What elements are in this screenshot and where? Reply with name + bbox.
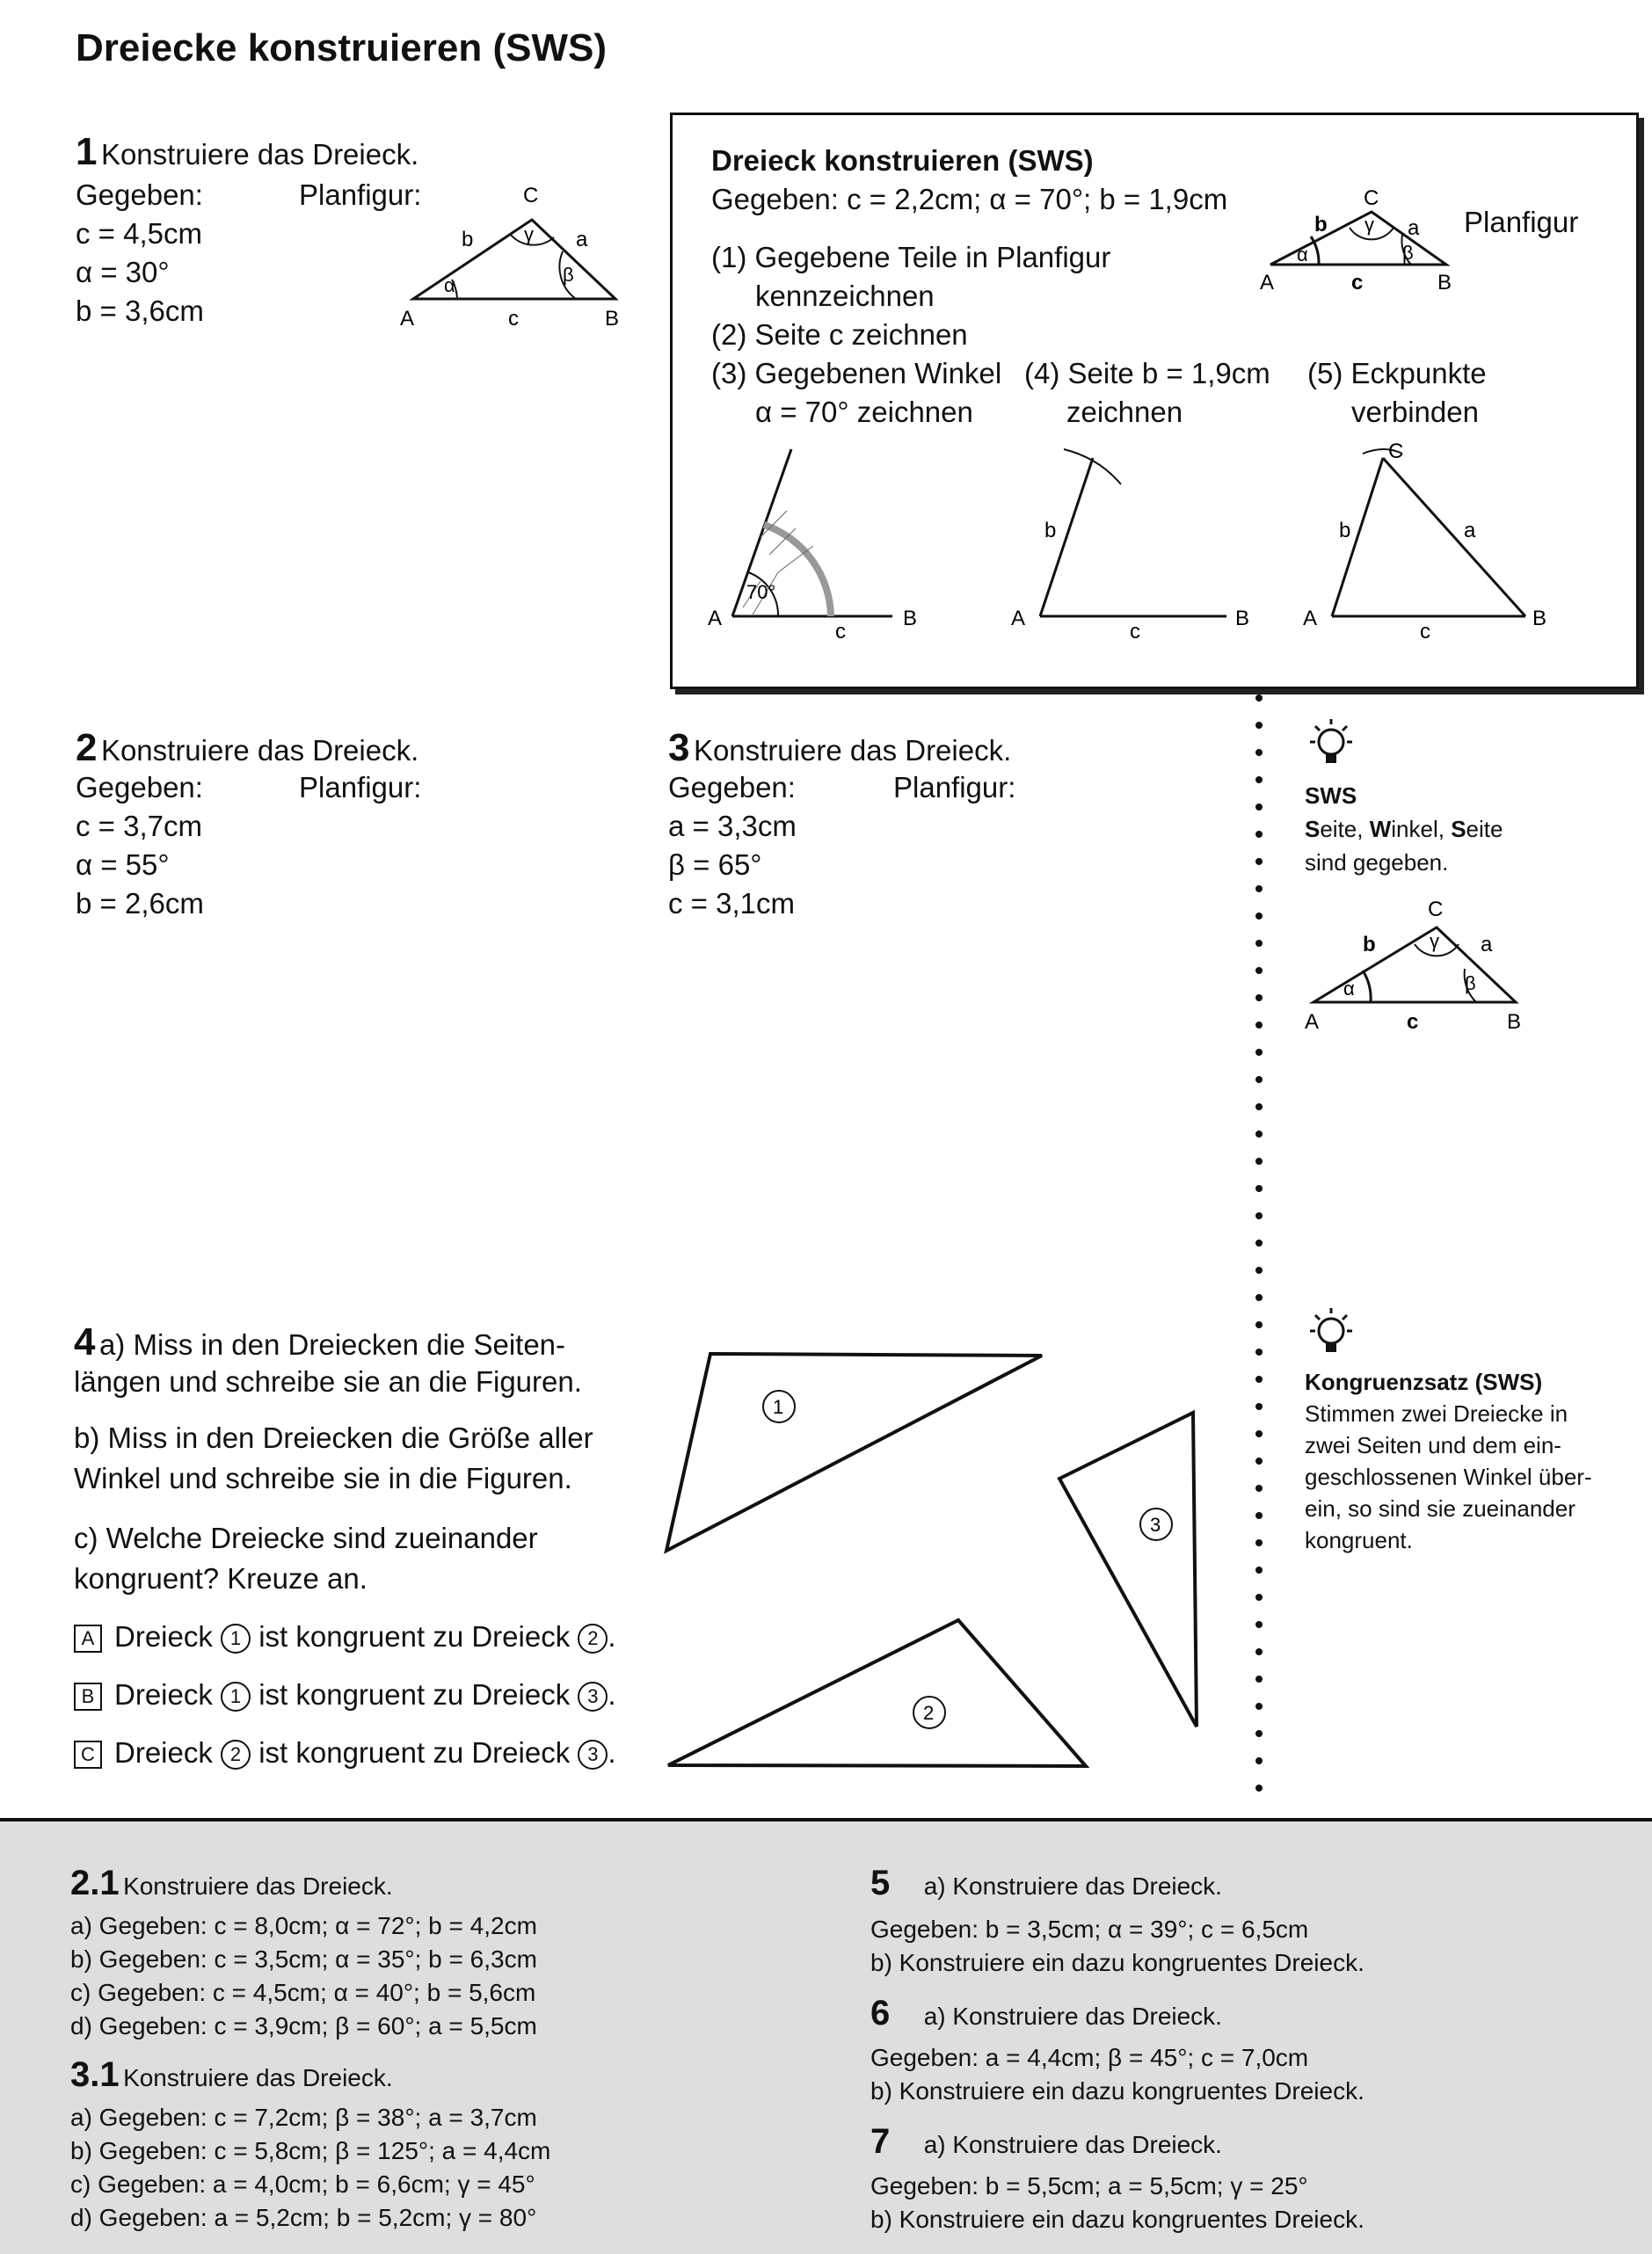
- divider-dot: [1255, 858, 1263, 865]
- checkbox[interactable]: C: [74, 1741, 102, 1769]
- triangle-2: [668, 1620, 1086, 1766]
- exercise-1: [76, 130, 418, 174]
- exercise-task: Konstruiere das Dreieck.: [100, 734, 419, 767]
- divider-dot: [1255, 1703, 1263, 1710]
- given-value: b = 3,6cm: [76, 294, 204, 327]
- tip-heading: Kongruenzsatz (SWS): [1305, 1369, 1543, 1395]
- vertex-label: B: [1507, 1010, 1522, 1034]
- practice-line: b) Gegeben: c = 5,8cm; β = 125°; a = 4,4cm: [70, 2137, 551, 2164]
- exercise-2: [76, 726, 418, 770]
- exercise-task: Konstruiere das Dreieck.: [123, 2064, 393, 2091]
- tip-heading: SWS: [1305, 782, 1357, 809]
- box-step: (3) Gegebenen Winkel: [711, 357, 1002, 389]
- divider-dot: [1255, 1267, 1263, 1274]
- option-c[interactable]: C Dreieck 2 ist kongruent zu Dreieck 3 .: [74, 1734, 616, 1772]
- given-label: Gegeben:: [76, 178, 203, 211]
- number-circle: 2: [578, 1624, 608, 1654]
- divider-dot: [1255, 749, 1263, 756]
- box-plan-label: Planfigur: [1464, 206, 1579, 238]
- divider-dot: [1255, 1376, 1263, 1383]
- tip-line: kongruent.: [1305, 1527, 1413, 1553]
- practice-line: c) Gegeben: a = 4,0cm; b = 6,6cm; γ = 45°: [70, 2170, 535, 2198]
- divider-dot: [1255, 994, 1263, 1001]
- given-value: c = 3,1cm: [668, 887, 795, 920]
- lightbulb-icon: [1305, 1305, 1357, 1361]
- exercise-7: [870, 2122, 1222, 2162]
- given-value: α = 30°: [76, 256, 170, 288]
- angle-label: α: [1297, 244, 1308, 265]
- box-step: verbinden: [1351, 396, 1479, 428]
- side-label: c: [1130, 620, 1140, 643]
- divider-dot: [1255, 1076, 1263, 1083]
- exercise-number: 3: [668, 726, 690, 769]
- exercise-number: 4: [74, 1320, 96, 1363]
- given-value: b = 2,6cm: [76, 887, 204, 920]
- tip-line: zwei Seiten und dem ein-: [1305, 1432, 1561, 1458]
- practice-line: b) Gegeben: c = 3,5cm; α = 35°; b = 6,3cm: [70, 1945, 537, 1973]
- side-label: c: [1420, 620, 1430, 643]
- vertex-label: A: [1303, 607, 1318, 630]
- number-circle: 1: [221, 1624, 251, 1654]
- side-label: a: [1408, 216, 1420, 240]
- exercise-number: 2.1: [70, 1864, 120, 1902]
- divider-dot: [1255, 1485, 1263, 1492]
- divider-dot: [1255, 803, 1263, 811]
- angle-label: α: [444, 274, 455, 296]
- exercise-5: [870, 1864, 1222, 1903]
- vertex-label: A: [1260, 271, 1275, 291]
- tip-line: Seite, Winkel, Seite: [1305, 816, 1503, 842]
- tip-line: ein, so sind sie zueinander: [1305, 1495, 1576, 1522]
- triangle-label: 3: [1150, 1514, 1161, 1536]
- divider-dot: [1255, 776, 1263, 783]
- vertex-label: A: [708, 607, 723, 630]
- vertex-label: B: [1235, 607, 1250, 630]
- triangle-3: [1059, 1413, 1197, 1727]
- triangles-figure: [651, 1336, 1213, 1793]
- exercise-4: [74, 1320, 565, 1364]
- triangle-label: 2: [923, 1702, 935, 1724]
- vertex-label: C: [1364, 186, 1379, 210]
- practice-line: c) Gegeben: c = 4,5cm; α = 40°; b = 5,6cm: [70, 1979, 536, 2006]
- exercise-text: kongruent? Kreuze an.: [74, 1562, 368, 1595]
- practice-line: Gegeben: b = 3,5cm; α = 39°; c = 6,5cm: [870, 1916, 1309, 1943]
- box-step: (2) Seite c zeichnen: [711, 318, 968, 351]
- vertex-label: B: [903, 607, 918, 630]
- divider-dot: [1255, 831, 1263, 838]
- triangle-1: [666, 1354, 1042, 1551]
- given-label: Gegeben:: [76, 771, 203, 803]
- practice-line: b) Konstruiere ein dazu kongruentes Dreieck.: [870, 1949, 1365, 1976]
- given-value: c = 3,7cm: [76, 810, 202, 842]
- exercise-number: 5: [870, 1864, 891, 1902]
- box-title: Dreieck konstruieren (SWS): [711, 144, 1094, 177]
- exercise-task: a) Konstruiere das Dreieck.: [923, 2131, 1222, 2158]
- box-step: (1) Gegebene Teile in Planfigur: [711, 241, 1111, 273]
- exercise-text: b) Miss in den Dreiecken die Größe aller: [74, 1421, 593, 1454]
- divider-dot: [1255, 1049, 1263, 1056]
- side-label: c: [1407, 1010, 1419, 1034]
- practice-line: Gegeben: a = 4,4cm; β = 45°; c = 7,0cm: [870, 2044, 1309, 2071]
- option-b[interactable]: B Dreieck 1 ist kongruent zu Dreieck 3 .: [74, 1676, 616, 1714]
- divider-dot: [1255, 1730, 1263, 1737]
- planfigur-label: Planfigur:: [299, 771, 422, 803]
- angle-label: β: [1402, 242, 1414, 264]
- divider-dot: [1255, 1621, 1263, 1628]
- divider-dot: [1255, 1158, 1263, 1165]
- angle-label: γ: [1430, 930, 1439, 952]
- practice-line: a) Gegeben: c = 7,2cm; β = 38°; a = 3,7cm: [70, 2104, 537, 2131]
- divider-dot: [1255, 967, 1263, 974]
- divider-dot: [1255, 1785, 1263, 1792]
- divider-dot: [1255, 1321, 1263, 1328]
- number-circle: 1: [221, 1682, 251, 1712]
- side-label: c: [1351, 271, 1364, 291]
- angle-label: γ: [1365, 214, 1374, 236]
- side-label: b: [462, 228, 474, 251]
- tip-kongruenzsatz: [1305, 1366, 1639, 1556]
- tip-line: Stimmen zwei Dreiecke in: [1305, 1400, 1568, 1427]
- triangle-label: 1: [773, 1396, 784, 1418]
- divider-dot: [1255, 1022, 1263, 1029]
- divider-dot: [1255, 1403, 1263, 1410]
- exercise-task: Konstruiere das Dreieck.: [100, 138, 419, 171]
- tip-figure: [1296, 888, 1533, 1037]
- exercise-task: a) Konstruiere das Dreieck.: [923, 2003, 1222, 2030]
- exercise-3-1: [70, 2055, 393, 2095]
- step-4-drawing: [1011, 449, 1249, 643]
- divider-dot: [1255, 722, 1263, 729]
- page-title: Dreiecke konstruieren (SWS): [76, 26, 607, 69]
- step-5-drawing: [1303, 440, 1546, 643]
- practice-line: b) Konstruiere ein dazu kongruentes Dreieck.: [870, 2077, 1365, 2105]
- tip-sws: [1305, 779, 1503, 879]
- number-circle: 3: [578, 1682, 608, 1712]
- number-circle: 2: [221, 1740, 251, 1770]
- divider-dot: [1255, 1430, 1263, 1437]
- exercise-task: Konstruiere das Dreieck.: [693, 734, 1012, 767]
- side-label: c: [835, 620, 846, 643]
- angle-value: 70°: [746, 581, 776, 603]
- angle-label: β: [563, 264, 574, 286]
- tip-line: geschlossenen Winkel über-: [1305, 1464, 1592, 1490]
- box-step: α = 70° zeichnen: [755, 396, 973, 428]
- divider-dot: [1255, 1512, 1263, 1519]
- side-label: b: [1314, 213, 1328, 236]
- vertex-label: B: [605, 307, 620, 331]
- step-3-drawing: [708, 449, 917, 643]
- divider-dot: [1255, 1567, 1263, 1574]
- divider-dot: [1255, 1648, 1263, 1655]
- option-a[interactable]: A Dreieck 1 ist kongruent zu Dreieck 2 .: [74, 1618, 616, 1656]
- exercise-task: Konstruiere das Dreieck.: [123, 1872, 393, 1900]
- planfigur-label: Planfigur:: [893, 771, 1016, 803]
- box-step: kennzeichnen: [755, 280, 935, 312]
- side-label: a: [1464, 519, 1476, 542]
- divider-dot: [1255, 694, 1263, 702]
- vertex-label: B: [1437, 271, 1452, 291]
- given-value: c = 4,5cm: [76, 217, 202, 250]
- angle-label: α: [1343, 978, 1355, 1000]
- tip-line: sind gegeben.: [1305, 849, 1449, 876]
- exercise-text: Winkel und schreibe sie in die Figuren.: [74, 1462, 572, 1494]
- divider-dot: [1255, 885, 1263, 892]
- vertex-label: A: [1011, 607, 1026, 630]
- angle-label: γ: [524, 223, 534, 245]
- given-value: a = 3,3cm: [668, 810, 797, 842]
- practice-line: d) Gegeben: c = 3,9cm; β = 60°; a = 5,5cm: [70, 2012, 537, 2040]
- exercise-number: 7: [870, 2122, 891, 2161]
- exercise-number: 6: [870, 1994, 891, 2032]
- given-value: α = 55°: [76, 848, 170, 881]
- box-step: (5) Eckpunkte: [1307, 357, 1487, 389]
- divider-dot: [1255, 1212, 1263, 1219]
- given-label: Gegeben:: [668, 771, 796, 803]
- vertex-label: C: [1428, 898, 1444, 921]
- method-box: [670, 113, 1639, 689]
- practice-line: d) Gegeben: a = 5,2cm; b = 5,2cm; γ = 80°: [70, 2204, 537, 2231]
- exercise-task: a) Konstruiere das Dreieck.: [923, 1872, 1222, 1900]
- divider-dot: [1255, 1240, 1263, 1247]
- side-label: b: [1363, 933, 1376, 956]
- side-label: c: [508, 307, 519, 331]
- exercise-task: a) Miss in den Dreiecken die Seiten-: [98, 1328, 566, 1361]
- practice-line: Gegeben: b = 5,5cm; a = 5,5cm; γ = 25°: [870, 2172, 1308, 2199]
- vertex-label: A: [1305, 1010, 1320, 1034]
- practice-line: a) Gegeben: c = 8,0cm; α = 72°; b = 4,2cm: [70, 1912, 537, 1939]
- divider-dot: [1255, 1103, 1263, 1110]
- exercise-6: [870, 1994, 1222, 2033]
- angle-label: β: [1465, 972, 1476, 994]
- planfigur-label: Planfigur:: [299, 178, 422, 211]
- vertex-label: C: [1388, 440, 1404, 463]
- side-label: a: [1481, 933, 1493, 956]
- box-step: zeichnen: [1066, 396, 1183, 428]
- divider-dot: [1255, 1458, 1263, 1465]
- exercise-3: [668, 726, 1011, 770]
- divider-dot: [1255, 1294, 1263, 1301]
- vertex-label: C: [523, 184, 539, 207]
- box-plan-figure: [1253, 185, 1481, 291]
- divider-dot: [1255, 1185, 1263, 1192]
- given-value: β = 65°: [668, 848, 762, 881]
- practice-line: b) Konstruiere ein dazu kongruentes Dreieck.: [870, 2206, 1365, 2233]
- exercise-text: längen und schreibe sie an die Figuren.: [74, 1365, 582, 1398]
- divider-dot: [1255, 1676, 1263, 1683]
- construction-steps: [708, 440, 1605, 669]
- side-label: b: [1339, 519, 1351, 542]
- box-given: Gegeben: c = 2,2cm; α = 70°; b = 1,9cm: [711, 183, 1228, 215]
- box-step: (4) Seite b = 1,9cm: [1024, 357, 1270, 389]
- exercise-2-1: [70, 1864, 393, 1903]
- checkbox[interactable]: B: [74, 1683, 102, 1711]
- divider-dot: [1255, 913, 1263, 920]
- divider-dot: [1255, 1131, 1263, 1138]
- vertex-label: A: [400, 307, 415, 331]
- vertex-label: B: [1532, 607, 1547, 630]
- divider-dot: [1255, 1349, 1263, 1356]
- divider-dot: [1255, 1757, 1263, 1764]
- side-label: a: [576, 228, 588, 251]
- exercise-number: 3.1: [70, 2055, 120, 2094]
- lightbulb-icon: [1305, 716, 1357, 772]
- exercise-number: 1: [76, 130, 98, 173]
- divider-dot: [1255, 1539, 1263, 1546]
- practice-section: [0, 1818, 1652, 2254]
- exercise-number: 2: [76, 726, 98, 769]
- checkbox[interactable]: A: [74, 1625, 102, 1653]
- plan-figure-ex1: [396, 176, 642, 334]
- divider-dot: [1255, 940, 1263, 947]
- divider-dot: [1255, 1594, 1263, 1601]
- exercise-text: c) Welche Dreiecke sind zueinander: [74, 1522, 538, 1554]
- side-label: b: [1044, 519, 1057, 542]
- number-circle: 3: [578, 1740, 608, 1770]
